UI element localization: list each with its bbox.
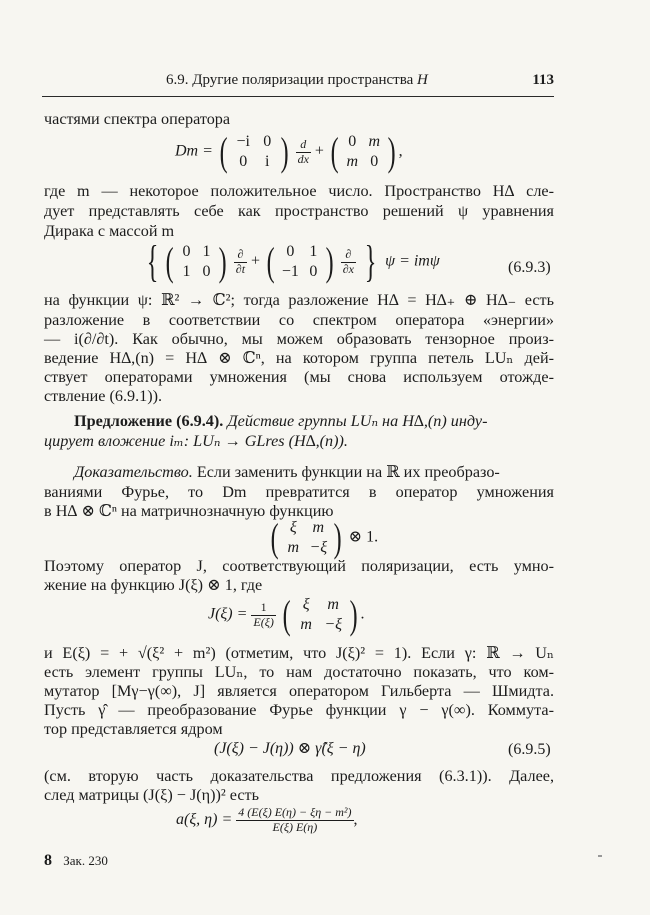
footer-order-text: Зак. 230 <box>63 853 108 868</box>
equation-a: a(ξ, η) = $\frac{\text{4 (E(ξ) E(η) − ξη − m²)}}{E(\xi) E(\eta)}$ , <box>176 805 358 834</box>
text-line: жение на функцию J(ξ) ⊗ 1, где <box>44 576 263 594</box>
text-line: мутатор [Mγ−γ(∞), J] является оператором Гильберта — Шмидта. <box>44 682 554 700</box>
eq-number-695: (6.9.5) <box>508 741 551 758</box>
text-line: на функции ψ: ℝ² → ℂ²; тогда разложение H∆ = H∆₊ ⊕ H∆₋ есть <box>44 291 554 309</box>
text-line: (см. вторую часть доказательства предложения (6.3.1)). Далее, <box>44 767 554 785</box>
proof-line <box>74 464 500 480</box>
header-rule <box>42 96 554 97</box>
matrix-dm-1: −i 0 0 i <box>236 133 272 170</box>
eq-dm-lhs: Dm = <box>175 142 213 160</box>
equation-kernel: (J(ξ) − J(η)) ⊗ γ̂(ξ − η) <box>214 740 366 757</box>
eq-a-lhs: a(ξ, η) = <box>176 810 233 828</box>
scan-mark <box>598 855 602 857</box>
text-line: след матрицы (J(ξ) − J(η))² есть <box>44 786 260 804</box>
text-line: тор представляется ядром <box>44 720 223 738</box>
matrix-j: ξ m m −ξ <box>300 596 343 633</box>
proof-text: Если заменить функции на ℝ их преобразо- <box>192 463 500 481</box>
footer <box>44 852 108 870</box>
matrix-dirac-1: 0 1 1 0 <box>182 243 211 280</box>
text-line: дует представлять себе как пространство решений ψ уравнения <box>44 202 554 220</box>
text-line: ствует операторами умножения (мы снова используем отожде- <box>44 368 554 386</box>
text-line: и E(ξ) = + √(ξ² + m²) (отметим, что J(ξ)² = 1). Если γ: ℝ → Uₙ <box>44 644 554 662</box>
proposition-text: Действие группы LUₙ на H∆,(n) инду- <box>223 412 488 430</box>
text-line: частями спектра оператора <box>44 110 231 128</box>
eq-number-693: (6.9.3) <box>508 259 551 276</box>
matrix-xi: ξ m m −ξ <box>287 519 328 556</box>
text-line: Дирака с массой m <box>44 222 175 240</box>
footer-signature-number: 8 <box>44 852 52 869</box>
proposition-line <box>74 413 487 429</box>
frac-d-dx2: $\frac{\partial}{\partial x}$ <box>342 246 354 276</box>
text-line: ствление (6.9.1)). <box>44 387 163 405</box>
text-line: Поэтому оператор J, соответствующий поляризации, есть умно- <box>44 557 554 575</box>
frac-a: $\frac{\text{4 (E(ξ) E(η) − ξη − m²)}}{E(\xi) E(\eta)}$ <box>238 805 352 834</box>
equation-matrix-xi: ( ξ m m −ξ ) ⊗ 1. <box>270 515 379 560</box>
text-line: где m — некоторое положительное число. Пространство H∆ сле- <box>44 182 554 200</box>
equation-dirac: { ( 0 1 1 0 ) $\frac{\partial}{\partial t}$ + ( 0 1 −1 0 ) $\frac{\partial}{\partial x}$ } ψ = imψ <box>146 237 440 286</box>
proposition-label: Предложение (6.9.4). <box>74 412 224 430</box>
proposition-line-2: цирует вложение iₘ: LUₙ → GLres (H∆,(n)). <box>44 432 348 450</box>
text-line: есть элемент группы LUₙ, то нам достаточно показать, что ком- <box>44 663 554 681</box>
frac-d-dt: $\frac{\partial}{\partial t}$ <box>235 246 246 276</box>
text-line: разложение в соответствии со спектром оператора «энергии» <box>44 311 554 329</box>
text-line: ведение H∆,(n) = H∆ ⊗ ℂⁿ, на котором группа петель LUₙ дей- <box>44 349 554 367</box>
equation-j: J(ξ) = $\frac{1}{E(\xi)}$ ( ξ m m −ξ ) . <box>208 592 365 637</box>
page-number: 113 <box>532 72 554 88</box>
text-line: — i(∂/∂t). Как обычно, мы можем образовать тензорное произ- <box>44 330 554 348</box>
eq-j-lhs: J(ξ) = <box>208 605 248 623</box>
equation-dm: Dm = ( −i 0 0 i ) $\frac{d}{dx}$ + ( 0 m m 0 ) , <box>175 129 403 174</box>
proof-label: Доказательство. <box>74 463 193 481</box>
eq-dirac-rhs: ψ = imψ <box>385 252 440 270</box>
text-line: в H∆ ⊗ ℂⁿ на матричнозначную функцию <box>44 502 334 520</box>
frac-1-e: $\frac{1}{E(\xi)}$ <box>253 599 274 629</box>
text-line: Пусть γ̂ — преобразование Фурье функции γ − γ(∞). Коммута- <box>44 701 554 719</box>
text-line: ваниями Фурье, то Dm превратится в оператор умножения <box>44 483 554 501</box>
matrix-dm-2: 0 m m 0 <box>346 133 381 170</box>
matrix-dirac-2: 0 1 −1 0 <box>281 243 318 280</box>
header-title: 6.9. Другие поляризации пространства H <box>166 72 428 88</box>
frac-d-dx: $\frac{d}{dx}$ <box>297 136 309 166</box>
